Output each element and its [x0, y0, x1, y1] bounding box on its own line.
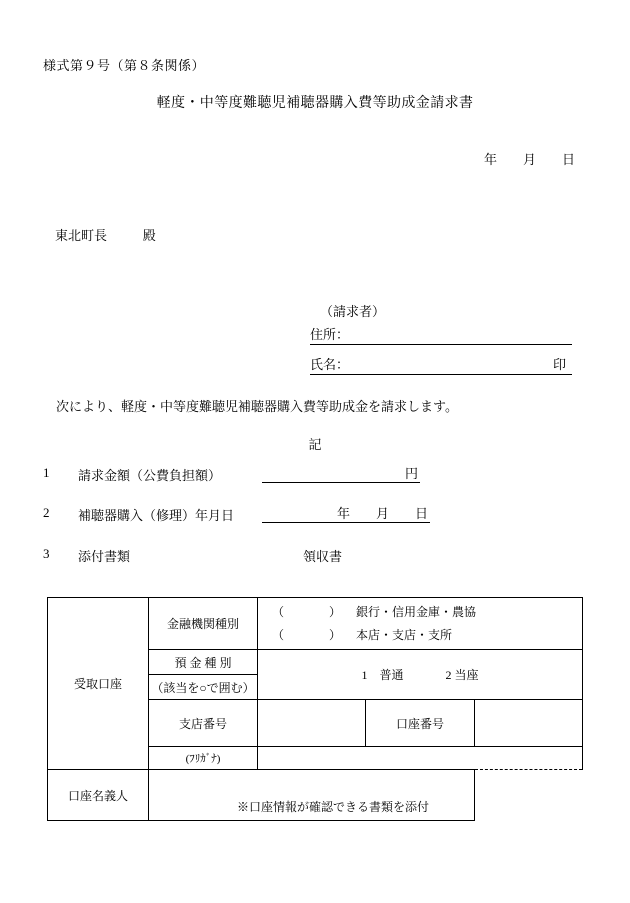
institution-type-label: 金融機関種別	[149, 598, 258, 650]
request-statement: 次により、軽度・中等度難聴児補聴器購入費等助成金を請求します。	[56, 399, 458, 414]
footnote: ※口座情報が確認できる書類を添付	[236, 800, 429, 814]
table-row-institution-type	[48, 598, 583, 650]
date-line: 年 月 日	[483, 152, 575, 167]
claimant-label: （請求者）	[320, 304, 386, 319]
account-number-label: 口座番号	[366, 700, 474, 747]
claim-amount-input[interactable]: 円	[262, 463, 420, 483]
deposit-type-options[interactable]: 1 普通 2 当座	[258, 650, 583, 700]
branch-number-input[interactable]	[258, 700, 366, 747]
institution-type-cell[interactable]	[258, 598, 583, 650]
seal-mark: 印	[552, 357, 566, 372]
claimant-name-row	[310, 353, 572, 375]
account-number-input[interactable]	[474, 700, 582, 747]
form-number: 様式第９号（第８条関係）	[43, 58, 206, 73]
claimant-address-row	[310, 323, 572, 345]
document-title: 軽度・中等度難聴児補聴器購入費等助成金請求書	[156, 96, 474, 111]
item-2-label: 補聴器購入（修理）年月日	[78, 508, 235, 523]
item-1-label: 請求金額（公費負担額）	[78, 468, 222, 483]
deposit-type-note: （該当を○で囲む）	[149, 675, 258, 700]
claimant-name-label: 氏名：	[310, 357, 350, 372]
purchase-date-input[interactable]: 年 月 日	[262, 503, 430, 523]
account-holder-label: 口座名義人	[48, 770, 149, 821]
item-3-label: 添付書類	[78, 549, 131, 564]
claimant-address-input[interactable]	[310, 344, 572, 345]
claimant-address-label: 住所：	[310, 327, 350, 342]
item-2-number: 2	[43, 505, 50, 520]
item-1-number: 1	[43, 465, 50, 480]
claimant-name-input[interactable]	[310, 374, 572, 375]
furigana-label: (ﾌﾘｶﾞﾅ)	[149, 747, 258, 770]
branch-number-label: 支店番号	[149, 700, 258, 747]
furigana-input[interactable]	[258, 747, 583, 770]
deposit-type-label: 預 金 種 別	[149, 650, 258, 675]
ki-mark: 記	[308, 437, 322, 452]
addressee-line: 東北町長 殿	[55, 228, 156, 243]
item-3-number: 3	[43, 546, 50, 561]
recipient-account-label: 受取口座	[48, 598, 149, 770]
institution-line-1: （ ） 銀行・信用金庫・農協	[272, 605, 477, 619]
institution-line-2: （ ） 本店・支店・支所	[272, 628, 453, 642]
attachment-value: 領収書	[303, 549, 343, 564]
bank-account-table	[47, 597, 583, 821]
